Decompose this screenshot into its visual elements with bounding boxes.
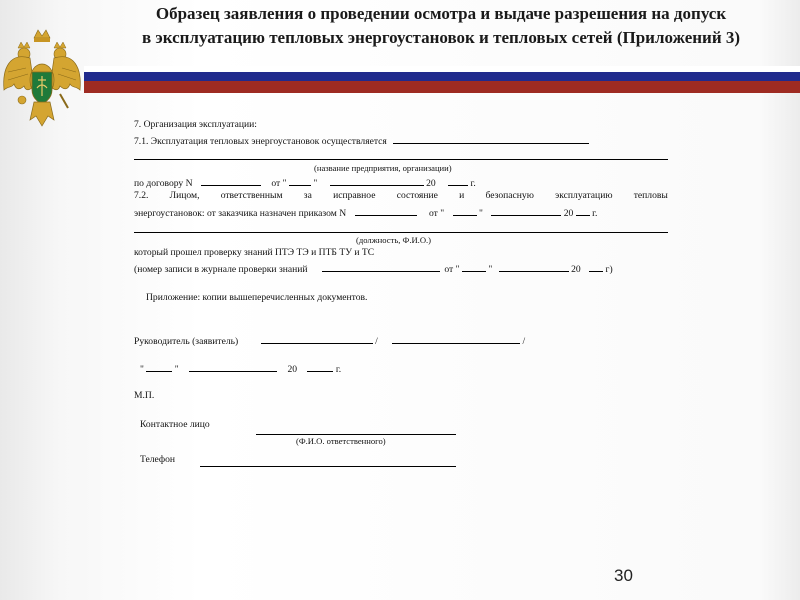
position-blank-line — [134, 232, 668, 233]
date-year-blank — [307, 361, 333, 372]
order-prefix: энергоустановок: от заказчика назначен приказом N — [134, 208, 347, 219]
order-from: от " — [429, 208, 445, 219]
caption-position: (должность, Ф.И.О.) — [356, 235, 432, 245]
item-7-2-word: 7.2. — [134, 190, 149, 201]
contract-month-blank — [330, 175, 424, 186]
order-number-blank — [355, 205, 417, 216]
head-label: Руководитель (заявитель) — [134, 336, 239, 347]
item-7-2-word: тепловы — [633, 190, 668, 201]
contract-line — [134, 175, 476, 189]
title-line-2: в эксплуатацию тепловых энергоустановок и тепловых сетей (Приложений 3) — [141, 28, 741, 47]
date-line — [140, 361, 341, 375]
journal-year-20: 20 — [571, 264, 581, 275]
caption-contact: (Ф.И.О. ответственного) — [296, 436, 386, 446]
item-7-1-line — [134, 133, 589, 147]
contract-year-20: 20 — [426, 178, 436, 189]
item-7-1-text: 7.1. Эксплуатация тепловых энергоустановок осуществляется — [134, 136, 387, 147]
page-title — [88, 2, 794, 50]
date-year-suffix: г. — [335, 364, 342, 375]
journal-line — [134, 261, 613, 275]
journal-month-blank — [499, 261, 569, 272]
order-day-blank — [453, 205, 477, 216]
caption-company: (название предприятия, организации) — [314, 163, 452, 173]
flag-band-blue — [84, 72, 800, 81]
head-signature-line — [134, 333, 525, 347]
journal-end: г) — [605, 264, 613, 275]
date-close-quote: " — [174, 364, 179, 375]
journal-number-blank — [322, 261, 440, 272]
head-slash-2: / — [522, 336, 526, 347]
contract-year-blank — [448, 175, 468, 186]
date-day-blank — [146, 361, 172, 372]
item-7-2-line — [134, 190, 668, 201]
item-7-2-word: и — [459, 190, 465, 201]
contract-number-blank — [201, 175, 261, 186]
item-7-2-word: эксплуатацию — [555, 190, 613, 201]
item-7-2-word: состояние — [396, 190, 438, 201]
journal-from: от " — [444, 264, 460, 275]
date-open-quote: " — [140, 364, 144, 375]
head-slash-1: / — [375, 336, 378, 347]
head-name-blank — [392, 333, 520, 344]
contract-day-blank — [289, 175, 311, 186]
order-close-quote: " — [479, 208, 483, 219]
phone-blank — [200, 466, 456, 467]
journal-year-blank — [589, 261, 603, 272]
company-blank-line — [134, 159, 668, 160]
item-7-2-word: исправное — [333, 190, 376, 201]
attachment-line: Приложение: копии вышеперечисленных документов. — [146, 292, 368, 303]
order-year-suffix: г. — [592, 208, 598, 219]
contract-year-suffix: г. — [470, 178, 476, 189]
journal-day-blank — [462, 261, 486, 272]
date-year-20: 20 — [287, 364, 298, 375]
item-7-2-word: безопасную — [485, 190, 534, 201]
section-7-heading: 7. Организация эксплуатации: — [134, 119, 257, 130]
phone-label: Телефон — [140, 454, 176, 465]
order-line — [134, 205, 597, 219]
date-month-blank — [189, 361, 277, 372]
item-7-2-word: за — [303, 190, 312, 201]
contact-person-label: Контактное лицо — [140, 419, 210, 430]
contract-from: от " — [271, 178, 287, 189]
journal-record-text: (номер записи в журнале проверки знаний — [134, 264, 308, 275]
head-signature-blank — [261, 333, 373, 344]
contact-person-blank — [256, 434, 456, 435]
double-headed-eagle-emblem-icon — [0, 28, 84, 144]
stamp-label: М.П. — [134, 390, 155, 401]
flag-band-red — [84, 81, 800, 93]
order-month-blank — [491, 205, 561, 216]
item-7-2-word: Лицом, — [169, 190, 200, 201]
contract-prefix: по договору N — [134, 178, 193, 189]
operator-blank — [393, 133, 589, 144]
page-number: 30 — [614, 566, 633, 585]
order-year-blank — [576, 205, 590, 216]
knowledge-check-line: который прошел проверку знаний ПТЭ ТЭ и ПТБ ТУ и ТС — [134, 247, 375, 258]
order-year-20: 20 — [563, 208, 574, 219]
journal-close-quote: " — [488, 264, 493, 275]
contract-close-quote: " — [313, 178, 318, 189]
item-7-2-word: ответственным — [220, 190, 283, 201]
title-line-1: Образец заявления о проведении осмотра и выдаче разрешения на допуск — [155, 4, 727, 23]
